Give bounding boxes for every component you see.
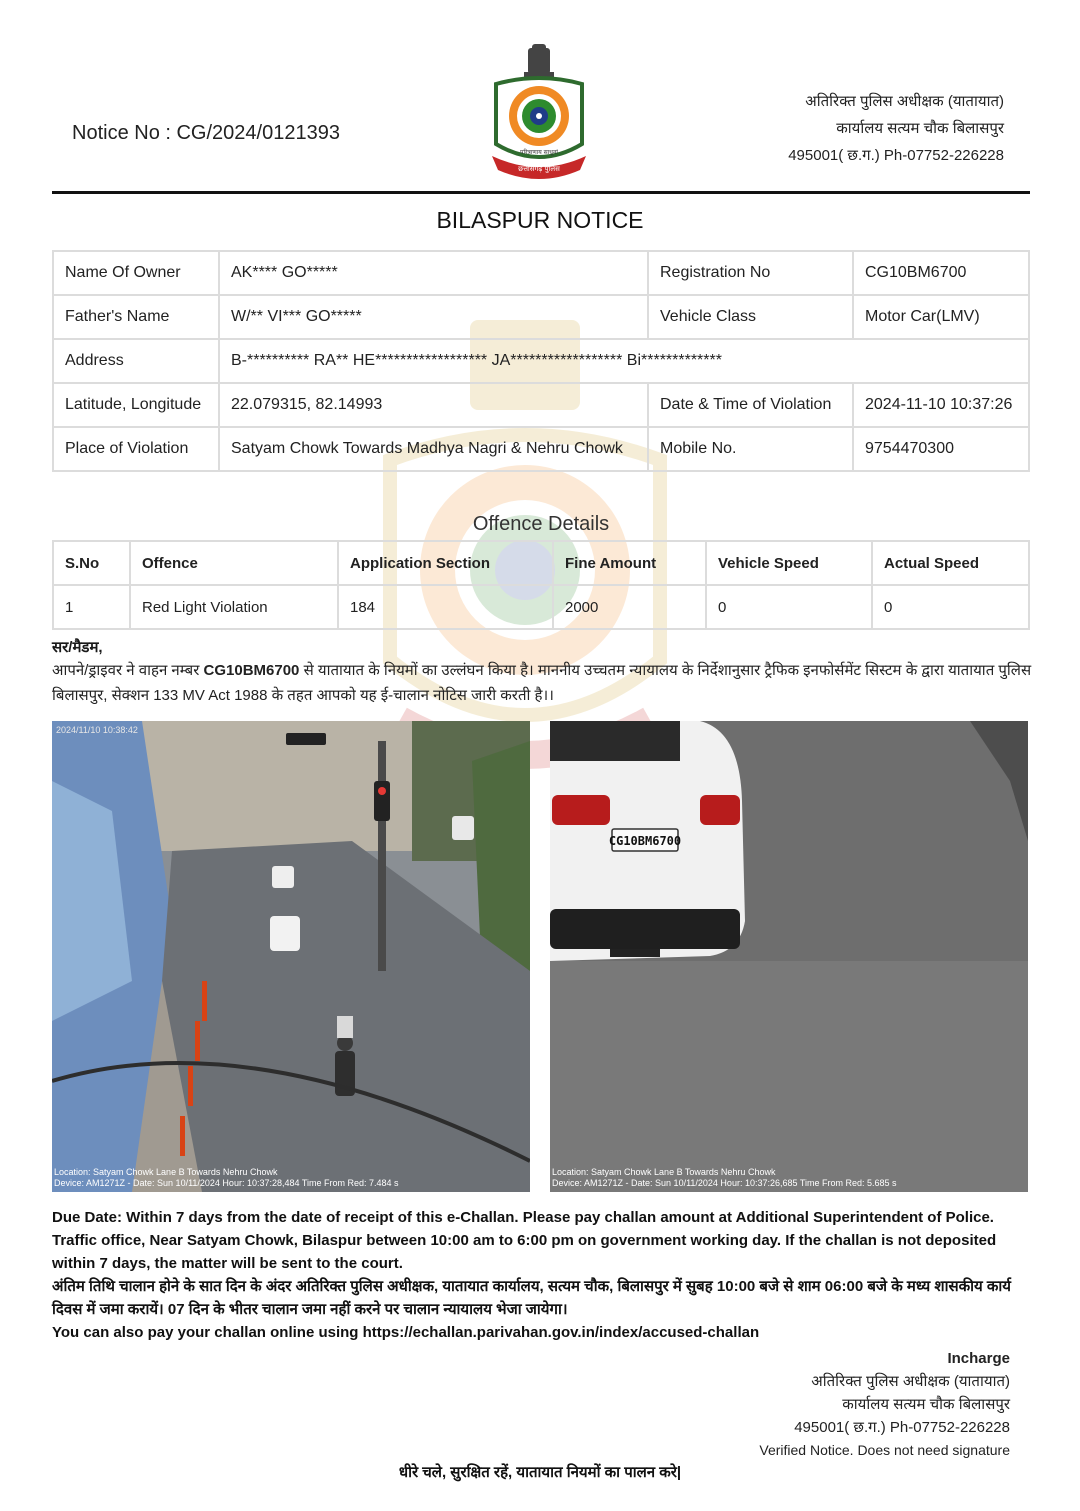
table-row xyxy=(53,585,1029,629)
address-label: Address xyxy=(53,339,219,383)
junction-scene xyxy=(52,721,530,1192)
sign-line-1: अतिरिक्त पुलिस अधीक्षक (यातायात) xyxy=(811,1373,1010,1390)
notice-title: BILASPUR NOTICE xyxy=(436,207,644,233)
caption-device: Device: AM1271Z - Date: Sun 10/11/2024 Hour: 10:37:28,484 Time From Red: 7.484 s xyxy=(54,1178,399,1188)
sign-line-2: कार्यालय सत्यम चौक बिलासपुर xyxy=(842,1396,1010,1413)
table-row xyxy=(53,383,1029,427)
vehicle-class-label: Vehicle Class xyxy=(648,295,853,339)
place-value: Satyam Chowk Towards Madhya Nagri & Nehru Chowk xyxy=(219,427,648,471)
col-section: Application Section xyxy=(338,541,553,585)
emblem-motto: परित्राणाय साधूनां xyxy=(520,149,558,156)
footer-slogan: धीरे चले, सुरक्षित रहें, यातायात नियमों का पालन करे| xyxy=(398,1464,682,1481)
caption-device: Device: AM1271Z - Date: Sun 10/11/2024 Hour: 10:37:26,685 Time From Red: 5.685 s xyxy=(552,1178,897,1188)
cell-sno: 1 xyxy=(53,585,130,629)
evidence-photo-junction xyxy=(52,721,530,1192)
owner-name-value: AK**** GO***** xyxy=(219,251,648,295)
table-row xyxy=(53,427,1029,471)
salutation: सर/मैडम, xyxy=(52,639,103,656)
cell-vehicle-speed: 0 xyxy=(706,585,872,629)
owner-info-table xyxy=(52,250,1030,472)
owner-name-label: Name Of Owner xyxy=(53,251,219,295)
chhattisgarh-police-emblem-icon xyxy=(488,44,590,184)
photo-caption xyxy=(552,1167,897,1189)
table-row xyxy=(53,339,1029,383)
mobile-value: 9754470300 xyxy=(853,427,1029,471)
mobile-label: Mobile No. xyxy=(648,427,853,471)
incharge-label: Incharge xyxy=(947,1350,1010,1367)
cell-offence: Red Light Violation xyxy=(130,585,338,629)
caption-location: Location: Satyam Chowk Lane B Towards Nehru Chowk xyxy=(54,1167,278,1177)
photo-caption xyxy=(54,1167,399,1189)
office-line-3: 495001( छ.ग.) Ph-07752-226228 xyxy=(788,147,1004,164)
evidence-photo-plate xyxy=(550,721,1028,1192)
vehicle-class-value: Motor Car(LMV) xyxy=(853,295,1029,339)
registration-value: CG10BM6700 xyxy=(853,251,1029,295)
office-line-2: कार्यालय सत्यम चौक बिलासपुर xyxy=(836,120,1004,137)
license-plate-text: CG10BM6700 xyxy=(608,834,682,848)
address-value: B-********** RA** HE****************** JA****************** Bi************* xyxy=(219,339,1029,383)
office-line-1: अतिरिक्त पुलिस अधीक्षक (यातायात) xyxy=(805,93,1004,110)
violation-datetime-value: 2024-11-10 10:37:26 xyxy=(853,383,1029,427)
para-vehicle-number: CG10BM6700 xyxy=(203,662,300,679)
para-post: से यातायात के नियमों का उल्लंघन किया है। माननीय उच्चतम न्यायालय के निर्देशानुसार ट्रैफिक इनफोर्समेंट सिस्टम के द्वारा यातायात पुलिस बिलासपुर, सेक्शन 133 MV Act 1988 के तहत आपको यह ई-चालान नोटिस जारी करती है।। xyxy=(52,662,1032,704)
photo-timestamp: 2024/11/10 10:38:42 xyxy=(56,725,138,735)
cell-fine: 2000 xyxy=(553,585,706,629)
table-row xyxy=(53,251,1029,295)
violation-datetime-label: Date & Time of Violation xyxy=(648,383,853,427)
para-pre: आपने/ड्राइवर ने वाहन नम्बर xyxy=(52,662,204,679)
col-actual-speed: Actual Speed xyxy=(872,541,1029,585)
offence-table xyxy=(52,540,1030,630)
header-divider xyxy=(52,191,1030,194)
father-name-value: W/** VI*** GO***** xyxy=(219,295,648,339)
caption-location: Location: Satyam Chowk Lane B Towards Nehru Chowk xyxy=(552,1167,776,1177)
signature-block xyxy=(759,1347,1010,1462)
col-vehicle-speed: Vehicle Speed xyxy=(706,541,872,585)
due-hindi: अंतिम तिथि चालान होने के सात दिन के अंदर अतिरिक्त पुलिस अधीक्षक, यातायात कार्यालय, सत्यम चौक, बिलासपुर में सुबह 10:00 बजे से शाम 06:00 बजे के मध्य शासकीय कार्य दिवस में जमा करायें। 07 दिन के भीतर चालान जमा नहीं करने पर चालान न्यायालय भेजा जायेगा। xyxy=(52,1278,1011,1318)
father-name-label: Father's Name xyxy=(53,295,219,339)
sign-line-3: 495001( छ.ग.) Ph-07752-226228 xyxy=(794,1419,1010,1436)
due-date-section xyxy=(52,1206,1037,1344)
vehicle-rear-scene xyxy=(550,721,1028,1192)
due-english: Due Date: Within 7 days from the date of receipt of this e-Challan. Please pay challan amount at Additional Superintendent of Police. Traffic office, Near Satyam Chowk, Bilaspur between 10:00 am to 6:00 pm on government working day. If the challan is not deposited within 7 days, the matter will be sent to the court. xyxy=(52,1209,997,1272)
notice-number: Notice No : CG/2024/0121393 xyxy=(72,122,340,144)
col-offence: Offence xyxy=(130,541,338,585)
col-sno: S.No xyxy=(53,541,130,585)
latlon-value: 22.079315, 82.14993 xyxy=(219,383,648,427)
verified-note: Verified Notice. Does not need signature xyxy=(759,1442,1010,1458)
table-header-row xyxy=(53,541,1029,585)
place-label: Place of Violation xyxy=(53,427,219,471)
cell-actual-speed: 0 xyxy=(872,585,1029,629)
online-payment-text: You can also pay your challan online using https://echallan.parivahan.gov.in/index/accused-challan xyxy=(52,1324,760,1341)
registration-label: Registration No xyxy=(648,251,853,295)
cell-section: 184 xyxy=(338,585,553,629)
emblem-label: छत्तीसगढ़ पुलिस xyxy=(518,165,560,173)
notice-paragraph xyxy=(52,658,1032,708)
col-fine: Fine Amount xyxy=(553,541,706,585)
latlon-label: Latitude, Longitude xyxy=(53,383,219,427)
issuing-office xyxy=(788,88,1004,169)
table-row xyxy=(53,295,1029,339)
offence-details-heading: Offence Details xyxy=(472,513,610,535)
